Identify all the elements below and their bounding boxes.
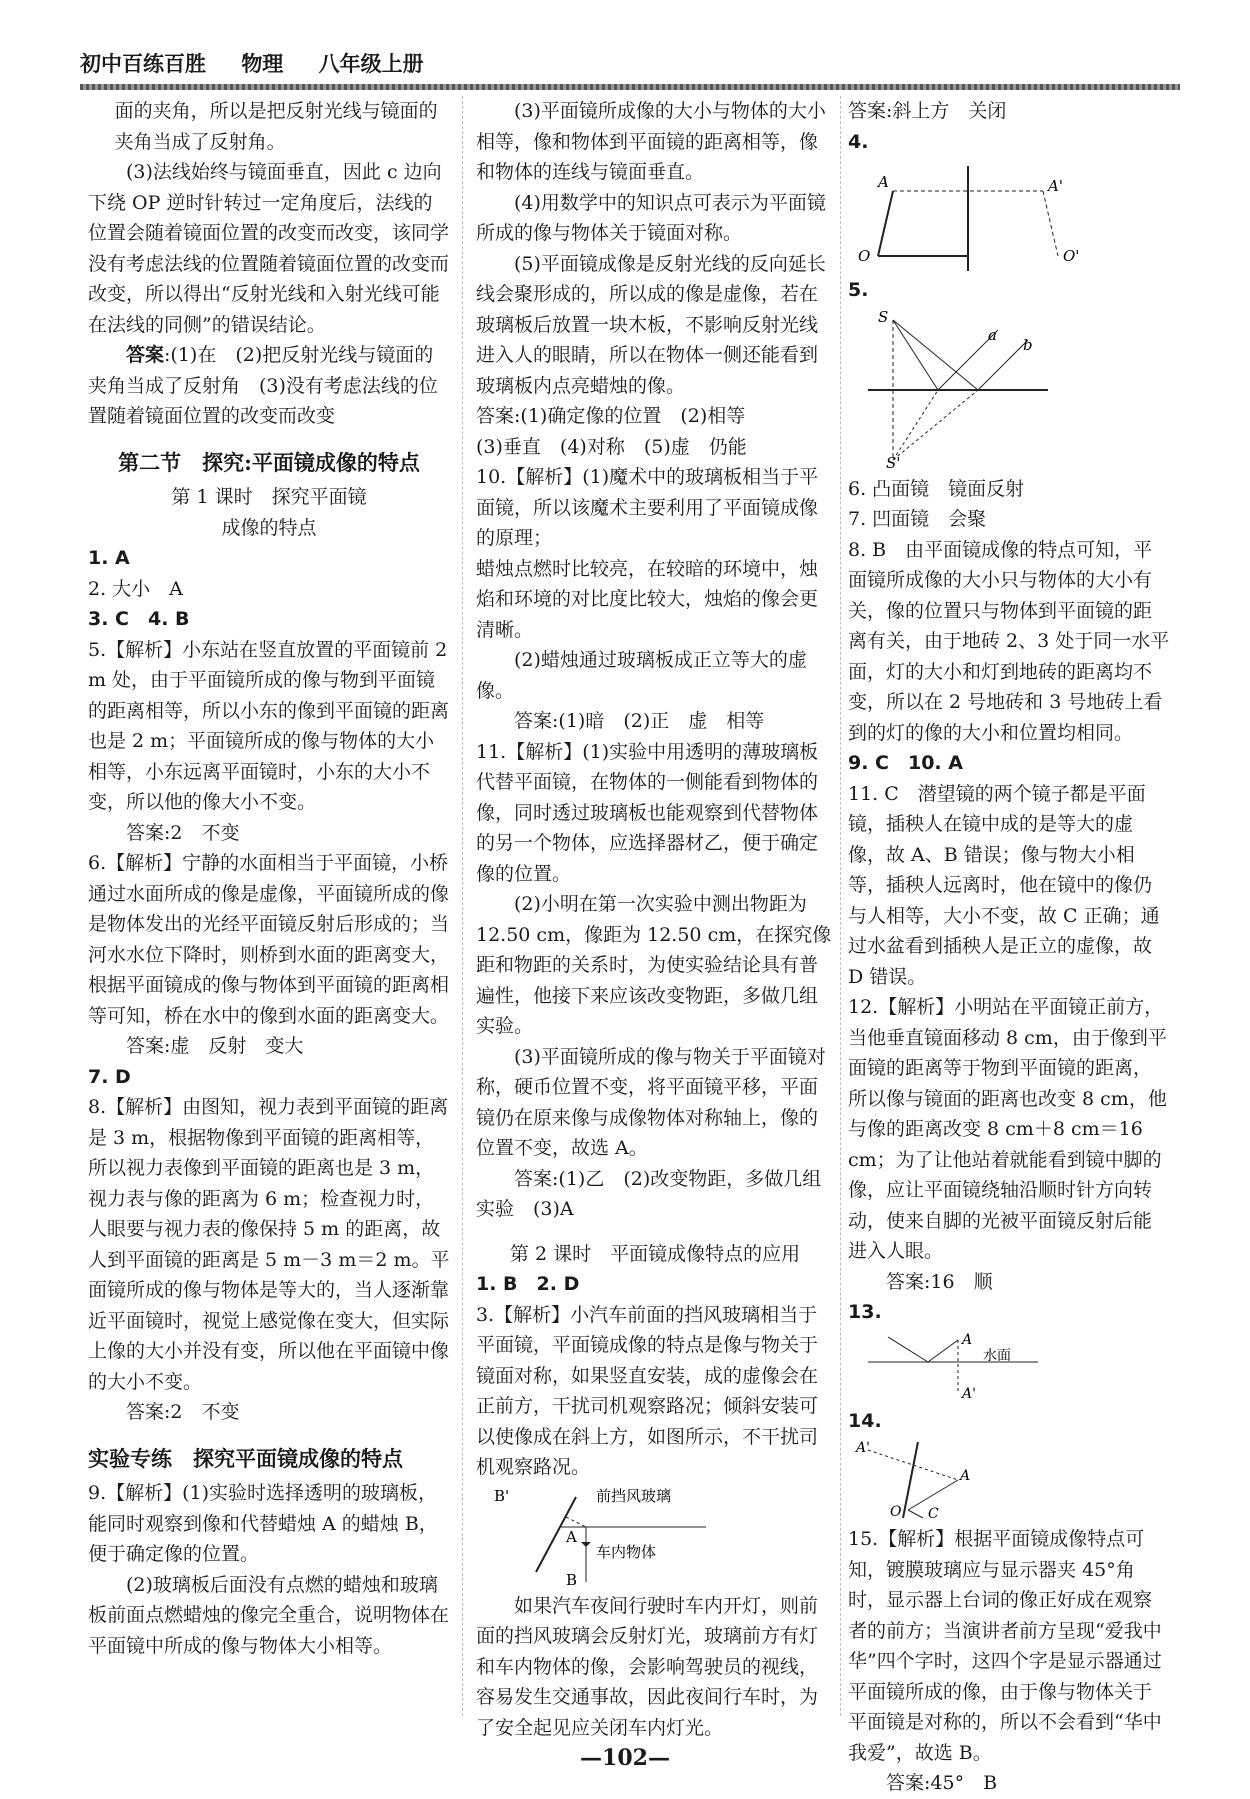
question: 4. [848,130,869,153]
question: 3. C 4. B [88,608,190,630]
answer: 答案:虚 反射 变大 [126,1035,304,1057]
question: 12.【解析】小明站在平面镜正前方，当他垂直镜面移动 8 cm，由于像到平面镜的距离等于物到平面镜的距离，所以像与镜面的距离也改变 8 cm，他与像的距离改变 8 cm＋8 cm＝16 cm；为了让他站着就能看到镜中脚的像，应让平面镜绕轴沿顺时针方向转动，使来自脚的光被平面镜反射后能进入人眼。 [848,996,1167,1262]
fig-label: 水面 [983,1347,1011,1364]
header-rule [80,84,1180,90]
question: 5. [848,279,869,301]
section-title: 实验专练 探究平面镜成像的特点 [88,1445,403,1471]
section-title: 第二节 探究:平面镜成像的特点 [118,449,420,475]
answer: 答案:(1)乙 (2)改变物距，多做几组实验 (3)A [476,1167,822,1220]
paragraph: 面的夹角，所以是把反射光线与镜面的夹角当成了反射角。 [114,100,438,153]
paragraph: (4)用数学中的知识点可表示为平面镜所成的像与物体关于镜面对称。 [476,191,826,244]
paragraph: (3)法线始终与镜面垂直，因此 c 边向下绕 OP 逆时针转过一定角度后，法线的位置会随着镜面位置的改变而改变，该同学没有考虑法线的位置随着镜面位置的改变而改变，所以得出“反射光线和入射光线可能在法线的同侧”的错误结论。 [88,161,450,336]
windshield-figure [476,1487,816,1587]
page-header [80,48,1170,86]
column-divider [462,96,463,1716]
column-right [848,96,1170,1799]
fig-label: A [878,173,889,191]
mirror-figure-4 [848,161,1168,271]
fig-label: 车内物体 [596,1542,657,1561]
lesson-title: 第 1 课时 探究平面镜 [171,486,367,508]
column-left [88,96,450,1661]
fig-label: O' [1063,247,1080,265]
column-middle [476,96,834,1743]
question: 2. 大小 A [88,577,183,600]
question: 3.【解析】小汽车前面的挡风玻璃相当于平面镜，平面镜成像的特点是像与物关于镜面对称，如果竖直安装，成的虚像会在正前方，干扰司机观察路况；倾斜安装可以使像成在斜上方，如图所示，不干扰司机观察路况。 [476,1303,819,1478]
series-title: 初中百练百胜 [80,52,206,76]
mirror-figure-14 [848,1440,1168,1520]
question: 11.【解析】(1)实验中用透明的薄玻璃板代替平面镜，在物体的一侧能看到物体的像，同时透过玻璃板也能观察到代替物体的另一个物体，应选择器材乙，便于确定像的位置。 [476,740,819,885]
answer: 答案:16 顺 [886,1270,993,1293]
question: 7. 凹面镜 会聚 [848,508,987,530]
paragraph: (2)小明在第一次实验中测出物距为 12.50 cm，像距为 12.50 cm，在探究像距和物距的关系时，为使实验结论具有普遍性，他接下来应该改变物距，多做几组实验。 [476,893,832,1037]
question: 14. [848,1409,882,1432]
answer: 答案:(1)确定像的位置 (2)相等 [476,405,746,427]
question: 8.【解析】由图知，视力表到平面镜的距离是 3 m，根据物像到平面镜的距离相等，所以视力表像到平面镜的距离也是 3 m，视力表与像的距离为 6 m；检查视力时，人眼要与视力表的像保持 5 m 的距离，故人到平面镜的距离是 5 m－3 m＝2 m。平面镜所成的像与物体是等大的，当人逐渐靠近平面镜时，视觉上感觉像在变大，但实际上像的大小并没有变，所以他在平面镜中像的大小不变。 [88,1096,450,1393]
paragraph: (3)平面镜所成像的大小与物体的大小相等，像和物体到平面镜的距离相等，像和物体的连线与镜面垂直。 [476,100,826,183]
paragraph: 蜡烛点燃时比较亮，在较暗的环境中，烛焰和环境的对比度比较大，烛焰的像会更清晰。 [476,557,819,641]
answer: 答案:2 不变 [126,1401,240,1423]
answer: 答案:2 不变 [126,821,240,844]
fig-label: b [1023,335,1033,354]
question: 6.【解析】宁静的水面相当于平面镜，小桥通过水面所成的像是虚像，平面镜所成的像是物体发出的光经平面镜反射后形成的；当河水水位下降时，则桥到水面的距离变大，根据平面镜成的像与物体到平面镜的距离相等可知，桥在水中的像到水面的距离变大。 [88,852,450,1027]
question: 7. D [88,1065,131,1088]
question: 1. B 2. D [476,1273,580,1295]
fig-label: O [890,1504,902,1520]
fig-label: B [566,1570,578,1587]
paragraph: (3)平面镜所成的像与物关于平面镜对称，硬币位置不变，将平面镜平移，平面镜仍在原来像与成像物体对称轴上，像的位置不变，故选 A。 [476,1045,826,1159]
question: 10.【解析】(1)魔术中的玻璃板相当于平面镜，所以该魔术主要利用了平面镜成像的原理； [476,466,819,549]
question: 9.【解析】(1)实验时选择透明的玻璃板，能同时观察到像和代替蜡烛 A 的蜡烛 B，便于确定像的位置。 [88,1482,438,1565]
question: 6. 凸面镜 镜面反射 [848,477,1025,500]
question: 15.【解析】根据平面镜成像特点可知，镀膜玻璃应与显示器夹 45°角时，显示器上台词的像正好成在观察者的前方；当演讲者前方呈现“爱我中华”四个字时，这四个字是显示器通过平面镜所成的像，由于像与物体关于平面镜是对称的，所以不会看到“华中我爱”，故选 B。 [848,1528,1162,1764]
fig-label: A' [962,1385,976,1402]
lesson-title: 第 2 课时 平面镜成像特点的应用 [509,1242,801,1265]
fig-label: A' [1048,177,1063,195]
fig-label: O [858,247,871,265]
question: 13. [848,1301,882,1323]
answer: 答案:(1)暗 (2)正 虚 相等 [514,710,765,732]
question: 1. A [88,547,130,569]
fig-label: C [928,1506,939,1520]
fig-label: S [878,309,889,326]
lesson-title: 成像的特点 [221,516,317,539]
answer-text: :(1)在 (2)把反射光线与镜面的夹角当成了反射角 (3)没有考虑法线的位置随着镜面位置的改变而改变 [88,344,438,427]
mirror-figure-5 [848,310,1168,470]
paragraph: (2)蜡烛通过玻璃板成正立等大的虚像。 [476,649,807,702]
fig-label: A [962,1331,973,1348]
fig-label: a [988,325,997,344]
answer [88,340,450,432]
fig-label: B' [494,1486,510,1505]
fig-label: S' [886,453,901,470]
page-number: —102— [580,1745,670,1771]
subject-title: 物理 [241,52,284,76]
answer: (3)垂直 (4)对称 (5)虚 仍能 [476,435,747,458]
question: 8. B 由平面镜成像的特点可知，平面镜所成像的大小只与物体的大小有关，像的位置只与物体到平面镜的距离有关，由于地砖 2、3 处于同一水平面，灯的大小和灯到地砖的距离均不变，所以在 2 号地砖和 3 号地砖上看到的灯的像的大小和位置均相同。 [848,538,1170,744]
paragraph: (2)玻璃板后面没有点燃的蜡烛和玻璃板前面点燃蜡烛的像完全重合，说明物体在平面镜中所成的像与物体大小相等。 [88,1573,450,1657]
water-reflection-figure [848,1332,1168,1402]
paragraph: 如果汽车夜间行驶时车内开灯，则前面的挡风玻璃会反射灯光，玻璃前方有灯和车内物体的像，会影响驾驶员的视线，容易发生交通事故，因此夜间行车时，为了安全起见应关闭车内灯光。 [476,1594,819,1739]
answer: 答案:斜上方 关闭 [848,100,1007,122]
fig-label: 前挡风玻璃 [596,1486,672,1505]
question: 11. C 潜望镜的两个镜子都是平面镜，插秧人在镜中成的是等大的虚像，故 A、B 错误；像与物大小相等，插秧人远离时，他在镜中的像仍与人相等，大小不变，故 C 正确；通过水盆看到插秧人是正立的虚像，故 D 错误。 [848,782,1160,988]
fig-label: A [566,1527,577,1546]
column-divider [840,96,841,1716]
answer: 答案:45° B [886,1772,998,1794]
answer-label: 答案 [126,344,165,366]
fig-label: A [960,1468,971,1484]
question: 9. C 10. A [848,752,963,774]
grade-title: 八年级上册 [318,52,424,76]
paragraph: (5)平面镜成像是反射光线的反向延长线会聚形成的，所以成的像是虚像，若在玻璃板后放置一块木板，不影响反射光线进入人的眼睛，所以在物体一侧还能看到玻璃板内点亮蜡烛的像。 [476,252,826,397]
fig-label: A' [856,1440,870,1456]
question: 5.【解析】小东站在竖直放置的平面镜前 2 m 处，由于平面镜所成的像与物到平面镜的距离相等，所以小东的像到平面镜的距离也是 2 m；平面镜所成的像与物体的大小相等，小东远离平面镜时，小东的大小不变，所以他的像大小不变。 [88,638,450,813]
